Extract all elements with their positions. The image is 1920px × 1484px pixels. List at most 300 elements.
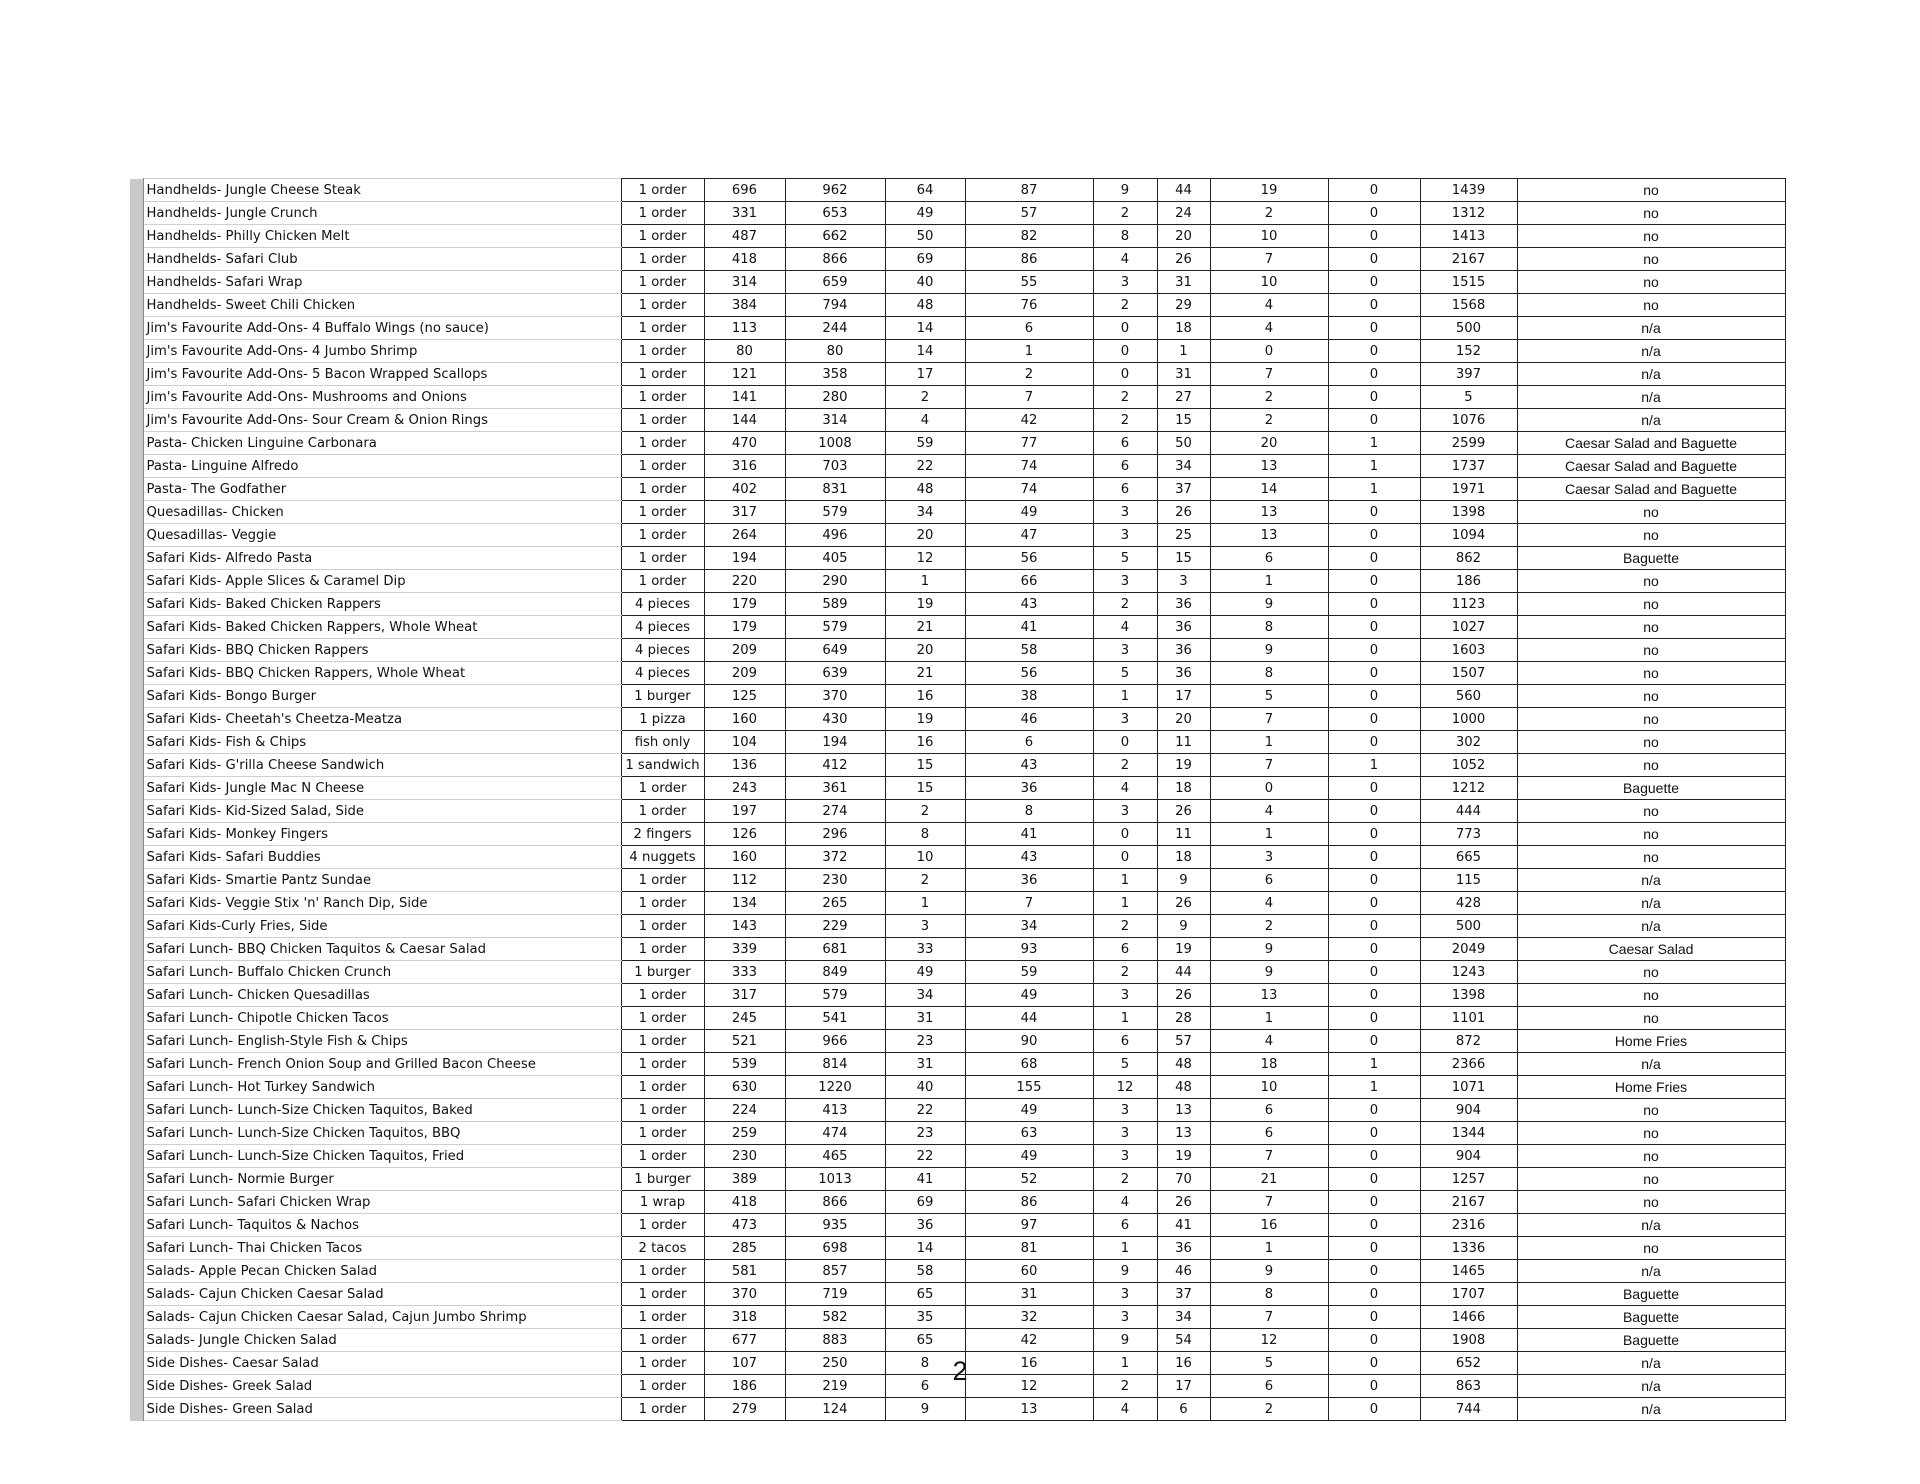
cell-col-6: 41 [965, 823, 1093, 846]
cell-col-6: 47 [965, 524, 1093, 547]
table-row [130, 616, 1785, 639]
cell-col-8: 28 [1157, 1007, 1210, 1030]
cell-col-10: 0 [1328, 823, 1420, 846]
cell-col-7: 2 [1093, 1375, 1157, 1398]
cell-serving-size: 2 tacos [621, 1237, 704, 1260]
table-row [130, 800, 1785, 823]
table-row [130, 455, 1785, 478]
cell-col-10: 0 [1328, 1260, 1420, 1283]
row-gutter [130, 731, 143, 754]
cell-col-5: 48 [885, 294, 965, 317]
cell-col-9: 4 [1210, 317, 1328, 340]
cell-menu-item: Safari Kids-Curly Fries, Side [143, 915, 621, 938]
cell-col-3: 197 [704, 800, 785, 823]
cell-col-7: 2 [1093, 1168, 1157, 1191]
cell-side-dish: Caesar Salad [1517, 938, 1785, 961]
cell-col-11: 1052 [1420, 754, 1517, 777]
cell-col-6: 34 [965, 915, 1093, 938]
cell-menu-item: Side Dishes- Caesar Salad [143, 1352, 621, 1375]
cell-col-5: 65 [885, 1329, 965, 1352]
cell-col-6: 42 [965, 409, 1093, 432]
cell-col-10: 0 [1328, 800, 1420, 823]
cell-side-dish: no [1517, 1237, 1785, 1260]
cell-side-dish: n/a [1517, 1214, 1785, 1237]
table-row [130, 1191, 1785, 1214]
cell-col-5: 40 [885, 1076, 965, 1099]
cell-col-6: 76 [965, 294, 1093, 317]
cell-side-dish: no [1517, 1191, 1785, 1214]
cell-col-3: 144 [704, 409, 785, 432]
table-row [130, 754, 1785, 777]
table-row [130, 1329, 1785, 1352]
row-gutter [130, 1260, 143, 1283]
table-row [130, 570, 1785, 593]
cell-side-dish: no [1517, 846, 1785, 869]
cell-side-dish: no [1517, 501, 1785, 524]
cell-col-5: 15 [885, 754, 965, 777]
cell-col-7: 2 [1093, 961, 1157, 984]
table-row [130, 547, 1785, 570]
cell-side-dish: Baguette [1517, 1306, 1785, 1329]
cell-menu-item: Safari Kids- G'rilla Cheese Sandwich [143, 754, 621, 777]
table-row [130, 708, 1785, 731]
cell-serving-size: 1 order [621, 1007, 704, 1030]
cell-col-11: 2366 [1420, 1053, 1517, 1076]
cell-col-9: 10 [1210, 225, 1328, 248]
cell-col-4: 405 [785, 547, 885, 570]
cell-menu-item: Safari Lunch- Lunch-Size Chicken Taquitos, BBQ [143, 1122, 621, 1145]
cell-col-5: 65 [885, 1283, 965, 1306]
cell-col-6: 43 [965, 846, 1093, 869]
cell-menu-item: Safari Kids- Apple Slices & Caramel Dip [143, 570, 621, 593]
cell-col-6: 6 [965, 317, 1093, 340]
cell-col-11: 1212 [1420, 777, 1517, 800]
cell-menu-item: Handhelds- Safari Club [143, 248, 621, 271]
cell-col-3: 112 [704, 869, 785, 892]
cell-side-dish: Home Fries [1517, 1076, 1785, 1099]
cell-col-7: 9 [1093, 179, 1157, 202]
cell-menu-item: Safari Kids- Jungle Mac N Cheese [143, 777, 621, 800]
cell-side-dish: n/a [1517, 409, 1785, 432]
cell-serving-size: 1 order [621, 1398, 704, 1421]
cell-col-4: 582 [785, 1306, 885, 1329]
cell-col-6: 38 [965, 685, 1093, 708]
cell-col-8: 18 [1157, 317, 1210, 340]
cell-side-dish: n/a [1517, 386, 1785, 409]
cell-col-6: 7 [965, 386, 1093, 409]
cell-col-4: 579 [785, 984, 885, 1007]
cell-col-9: 21 [1210, 1168, 1328, 1191]
cell-col-9: 7 [1210, 754, 1328, 777]
cell-col-11: 5 [1420, 386, 1517, 409]
cell-col-8: 20 [1157, 225, 1210, 248]
cell-serving-size: 1 burger [621, 961, 704, 984]
cell-col-11: 1076 [1420, 409, 1517, 432]
cell-side-dish: n/a [1517, 363, 1785, 386]
cell-side-dish: Baguette [1517, 777, 1785, 800]
cell-col-10: 0 [1328, 225, 1420, 248]
cell-col-10: 0 [1328, 248, 1420, 271]
cell-serving-size: 1 order [621, 1306, 704, 1329]
cell-col-9: 2 [1210, 386, 1328, 409]
cell-col-4: 1220 [785, 1076, 885, 1099]
cell-col-4: 219 [785, 1375, 885, 1398]
cell-col-4: 966 [785, 1030, 885, 1053]
cell-col-5: 69 [885, 1191, 965, 1214]
cell-col-7: 1 [1093, 869, 1157, 892]
cell-col-8: 25 [1157, 524, 1210, 547]
cell-side-dish: no [1517, 800, 1785, 823]
row-gutter [130, 1237, 143, 1260]
cell-col-3: 186 [704, 1375, 785, 1398]
cell-col-3: 418 [704, 248, 785, 271]
cell-menu-item: Safari Kids- Veggie Stix 'n' Ranch Dip, Side [143, 892, 621, 915]
table-row [130, 984, 1785, 1007]
cell-col-9: 4 [1210, 800, 1328, 823]
cell-col-6: 60 [965, 1260, 1093, 1283]
table-row [130, 1214, 1785, 1237]
cell-col-6: 41 [965, 616, 1093, 639]
table-row [130, 294, 1785, 317]
cell-col-11: 2316 [1420, 1214, 1517, 1237]
cell-col-5: 22 [885, 1145, 965, 1168]
cell-col-5: 9 [885, 1398, 965, 1421]
cell-col-5: 50 [885, 225, 965, 248]
cell-col-7: 9 [1093, 1260, 1157, 1283]
cell-col-8: 36 [1157, 616, 1210, 639]
cell-menu-item: Safari Lunch- English-Style Fish & Chips [143, 1030, 621, 1053]
cell-col-5: 8 [885, 823, 965, 846]
cell-col-9: 13 [1210, 524, 1328, 547]
cell-col-8: 37 [1157, 478, 1210, 501]
cell-col-7: 2 [1093, 294, 1157, 317]
cell-serving-size: 1 order [621, 1122, 704, 1145]
cell-col-3: 136 [704, 754, 785, 777]
cell-col-5: 69 [885, 248, 965, 271]
table-row [130, 179, 1785, 202]
cell-col-9: 13 [1210, 455, 1328, 478]
cell-col-7: 8 [1093, 225, 1157, 248]
row-gutter [130, 593, 143, 616]
cell-col-11: 1398 [1420, 984, 1517, 1007]
cell-col-8: 70 [1157, 1168, 1210, 1191]
cell-menu-item: Salads- Jungle Chicken Salad [143, 1329, 621, 1352]
cell-side-dish: n/a [1517, 892, 1785, 915]
row-gutter [130, 685, 143, 708]
row-gutter [130, 409, 143, 432]
cell-col-5: 2 [885, 869, 965, 892]
cell-col-10: 0 [1328, 1122, 1420, 1145]
cell-col-4: 866 [785, 248, 885, 271]
cell-serving-size: 1 order [621, 938, 704, 961]
cell-side-dish: n/a [1517, 869, 1785, 892]
cell-col-4: 372 [785, 846, 885, 869]
cell-col-4: 194 [785, 731, 885, 754]
cell-col-3: 245 [704, 1007, 785, 1030]
cell-col-8: 3 [1157, 570, 1210, 593]
cell-col-8: 15 [1157, 547, 1210, 570]
cell-col-9: 12 [1210, 1329, 1328, 1352]
cell-col-9: 6 [1210, 869, 1328, 892]
cell-col-3: 470 [704, 432, 785, 455]
cell-col-8: 9 [1157, 869, 1210, 892]
cell-side-dish: n/a [1517, 1398, 1785, 1421]
cell-col-7: 0 [1093, 363, 1157, 386]
cell-serving-size: 1 order [621, 915, 704, 938]
cell-col-6: 42 [965, 1329, 1093, 1352]
cell-col-7: 0 [1093, 340, 1157, 363]
cell-col-10: 0 [1328, 869, 1420, 892]
cell-col-4: 719 [785, 1283, 885, 1306]
cell-col-6: 56 [965, 662, 1093, 685]
cell-col-7: 1 [1093, 1237, 1157, 1260]
row-gutter [130, 1122, 143, 1145]
cell-serving-size: 1 order [621, 432, 704, 455]
cell-col-10: 0 [1328, 1306, 1420, 1329]
table-row [130, 386, 1785, 409]
cell-col-10: 1 [1328, 754, 1420, 777]
cell-col-5: 20 [885, 524, 965, 547]
cell-col-11: 862 [1420, 547, 1517, 570]
cell-menu-item: Safari Lunch- Thai Chicken Tacos [143, 1237, 621, 1260]
cell-col-7: 2 [1093, 593, 1157, 616]
cell-col-3: 630 [704, 1076, 785, 1099]
cell-col-4: 274 [785, 800, 885, 823]
table-row [130, 432, 1785, 455]
cell-col-10: 0 [1328, 1168, 1420, 1191]
cell-col-10: 0 [1328, 363, 1420, 386]
table-row [130, 961, 1785, 984]
cell-col-11: 428 [1420, 892, 1517, 915]
cell-side-dish: no [1517, 754, 1785, 777]
cell-col-11: 1908 [1420, 1329, 1517, 1352]
cell-col-3: 143 [704, 915, 785, 938]
cell-col-8: 1 [1157, 340, 1210, 363]
cell-col-6: 66 [965, 570, 1093, 593]
cell-side-dish: no [1517, 271, 1785, 294]
cell-col-11: 744 [1420, 1398, 1517, 1421]
cell-col-6: 56 [965, 547, 1093, 570]
page-number: 2 [952, 1356, 968, 1386]
cell-col-8: 13 [1157, 1122, 1210, 1145]
cell-col-3: 230 [704, 1145, 785, 1168]
cell-col-7: 2 [1093, 754, 1157, 777]
cell-col-4: 290 [785, 570, 885, 593]
cell-col-9: 1 [1210, 823, 1328, 846]
cell-col-3: 141 [704, 386, 785, 409]
cell-col-11: 773 [1420, 823, 1517, 846]
cell-col-10: 0 [1328, 846, 1420, 869]
cell-col-9: 8 [1210, 616, 1328, 639]
cell-col-5: 14 [885, 1237, 965, 1260]
cell-menu-item: Salads- Apple Pecan Chicken Salad [143, 1260, 621, 1283]
cell-col-7: 6 [1093, 455, 1157, 478]
table-row [130, 524, 1785, 547]
cell-col-5: 33 [885, 938, 965, 961]
cell-menu-item: Safari Kids- Cheetah's Cheetza-Meatza [143, 708, 621, 731]
cell-col-10: 0 [1328, 593, 1420, 616]
cell-col-8: 34 [1157, 1306, 1210, 1329]
cell-col-3: 160 [704, 846, 785, 869]
cell-menu-item: Safari Kids- Fish & Chips [143, 731, 621, 754]
row-gutter [130, 1030, 143, 1053]
cell-col-8: 36 [1157, 593, 1210, 616]
row-gutter [130, 1053, 143, 1076]
cell-col-9: 6 [1210, 1099, 1328, 1122]
cell-serving-size: 1 burger [621, 1168, 704, 1191]
cell-col-11: 1094 [1420, 524, 1517, 547]
row-gutter [130, 1007, 143, 1030]
cell-col-8: 9 [1157, 915, 1210, 938]
cell-side-dish: no [1517, 225, 1785, 248]
cell-col-11: 863 [1420, 1375, 1517, 1398]
cell-serving-size: 1 order [621, 501, 704, 524]
row-gutter [130, 1329, 143, 1352]
cell-col-4: 430 [785, 708, 885, 731]
cell-col-4: 589 [785, 593, 885, 616]
cell-col-7: 2 [1093, 915, 1157, 938]
cell-col-3: 121 [704, 363, 785, 386]
cell-col-9: 9 [1210, 938, 1328, 961]
cell-col-6: 55 [965, 271, 1093, 294]
cell-col-5: 20 [885, 639, 965, 662]
row-gutter [130, 1214, 143, 1237]
cell-col-4: 639 [785, 662, 885, 685]
cell-col-9: 10 [1210, 1076, 1328, 1099]
cell-col-9: 19 [1210, 179, 1328, 202]
cell-serving-size: 4 pieces [621, 593, 704, 616]
cell-col-10: 0 [1328, 524, 1420, 547]
cell-col-3: 389 [704, 1168, 785, 1191]
cell-col-7: 6 [1093, 1030, 1157, 1053]
cell-col-4: 866 [785, 1191, 885, 1214]
cell-col-8: 16 [1157, 1352, 1210, 1375]
cell-col-6: 90 [965, 1030, 1093, 1053]
cell-col-11: 2167 [1420, 1191, 1517, 1214]
cell-col-5: 59 [885, 432, 965, 455]
cell-side-dish: Caesar Salad and Baguette [1517, 432, 1785, 455]
cell-menu-item: Safari Kids- Monkey Fingers [143, 823, 621, 846]
cell-col-3: 677 [704, 1329, 785, 1352]
cell-side-dish: no [1517, 823, 1785, 846]
cell-side-dish: Home Fries [1517, 1030, 1785, 1053]
cell-col-3: 539 [704, 1053, 785, 1076]
cell-col-4: 649 [785, 639, 885, 662]
cell-col-9: 14 [1210, 478, 1328, 501]
cell-serving-size: 1 order [621, 1053, 704, 1076]
cell-menu-item: Side Dishes- Greek Salad [143, 1375, 621, 1398]
cell-col-6: 49 [965, 984, 1093, 1007]
cell-col-7: 3 [1093, 1306, 1157, 1329]
cell-col-4: 814 [785, 1053, 885, 1076]
cell-col-8: 50 [1157, 432, 1210, 455]
cell-col-10: 1 [1328, 455, 1420, 478]
cell-col-6: 81 [965, 1237, 1093, 1260]
cell-col-5: 2 [885, 386, 965, 409]
cell-col-5: 6 [885, 1375, 965, 1398]
cell-menu-item: Handhelds- Philly Chicken Melt [143, 225, 621, 248]
cell-col-9: 10 [1210, 271, 1328, 294]
cell-col-9: 0 [1210, 340, 1328, 363]
cell-col-4: 703 [785, 455, 885, 478]
cell-col-6: 97 [965, 1214, 1093, 1237]
cell-menu-item: Handhelds- Jungle Crunch [143, 202, 621, 225]
cell-col-8: 29 [1157, 294, 1210, 317]
cell-col-10: 0 [1328, 547, 1420, 570]
cell-col-3: 160 [704, 708, 785, 731]
cell-col-8: 26 [1157, 501, 1210, 524]
row-gutter [130, 340, 143, 363]
cell-col-7: 0 [1093, 846, 1157, 869]
cell-col-10: 0 [1328, 984, 1420, 1007]
cell-serving-size: 1 order [621, 800, 704, 823]
cell-side-dish: no [1517, 524, 1785, 547]
cell-col-7: 3 [1093, 800, 1157, 823]
cell-col-9: 2 [1210, 202, 1328, 225]
cell-col-11: 1413 [1420, 225, 1517, 248]
cell-col-3: 104 [704, 731, 785, 754]
cell-menu-item: Quesadillas- Chicken [143, 501, 621, 524]
cell-col-11: 302 [1420, 731, 1517, 754]
cell-col-5: 40 [885, 271, 965, 294]
cell-serving-size: 1 order [621, 294, 704, 317]
cell-col-8: 18 [1157, 846, 1210, 869]
cell-col-9: 20 [1210, 432, 1328, 455]
cell-col-3: 259 [704, 1122, 785, 1145]
cell-col-6: 82 [965, 225, 1093, 248]
cell-menu-item: Handhelds- Sweet Chili Chicken [143, 294, 621, 317]
table-row [130, 1053, 1785, 1076]
cell-col-6: 46 [965, 708, 1093, 731]
table-row [130, 639, 1785, 662]
cell-serving-size: 1 order [621, 777, 704, 800]
row-gutter [130, 202, 143, 225]
cell-col-11: 1071 [1420, 1076, 1517, 1099]
cell-col-8: 36 [1157, 1237, 1210, 1260]
cell-col-11: 872 [1420, 1030, 1517, 1053]
table-row [130, 823, 1785, 846]
cell-menu-item: Safari Kids- Safari Buddies [143, 846, 621, 869]
cell-col-10: 0 [1328, 1283, 1420, 1306]
row-gutter [130, 271, 143, 294]
cell-menu-item: Jim's Favourite Add-Ons- 4 Buffalo Wings (no sauce) [143, 317, 621, 340]
cell-col-11: 152 [1420, 340, 1517, 363]
cell-col-11: 1312 [1420, 202, 1517, 225]
row-gutter [130, 248, 143, 271]
cell-menu-item: Pasta- The Godfather [143, 478, 621, 501]
cell-col-4: 698 [785, 1237, 885, 1260]
cell-col-8: 41 [1157, 1214, 1210, 1237]
cell-col-10: 0 [1328, 662, 1420, 685]
cell-col-3: 316 [704, 455, 785, 478]
cell-col-5: 14 [885, 340, 965, 363]
cell-col-11: 1465 [1420, 1260, 1517, 1283]
table-body [130, 179, 1785, 1421]
cell-col-5: 2 [885, 800, 965, 823]
cell-col-3: 473 [704, 1214, 785, 1237]
cell-col-3: 317 [704, 501, 785, 524]
cell-col-3: 370 [704, 1283, 785, 1306]
cell-col-5: 15 [885, 777, 965, 800]
cell-col-9: 7 [1210, 363, 1328, 386]
cell-serving-size: 1 order [621, 1030, 704, 1053]
table-row [130, 846, 1785, 869]
cell-col-10: 0 [1328, 708, 1420, 731]
cell-col-6: 57 [965, 202, 1093, 225]
cell-col-10: 0 [1328, 915, 1420, 938]
cell-col-4: 80 [785, 340, 885, 363]
row-gutter [130, 984, 143, 1007]
